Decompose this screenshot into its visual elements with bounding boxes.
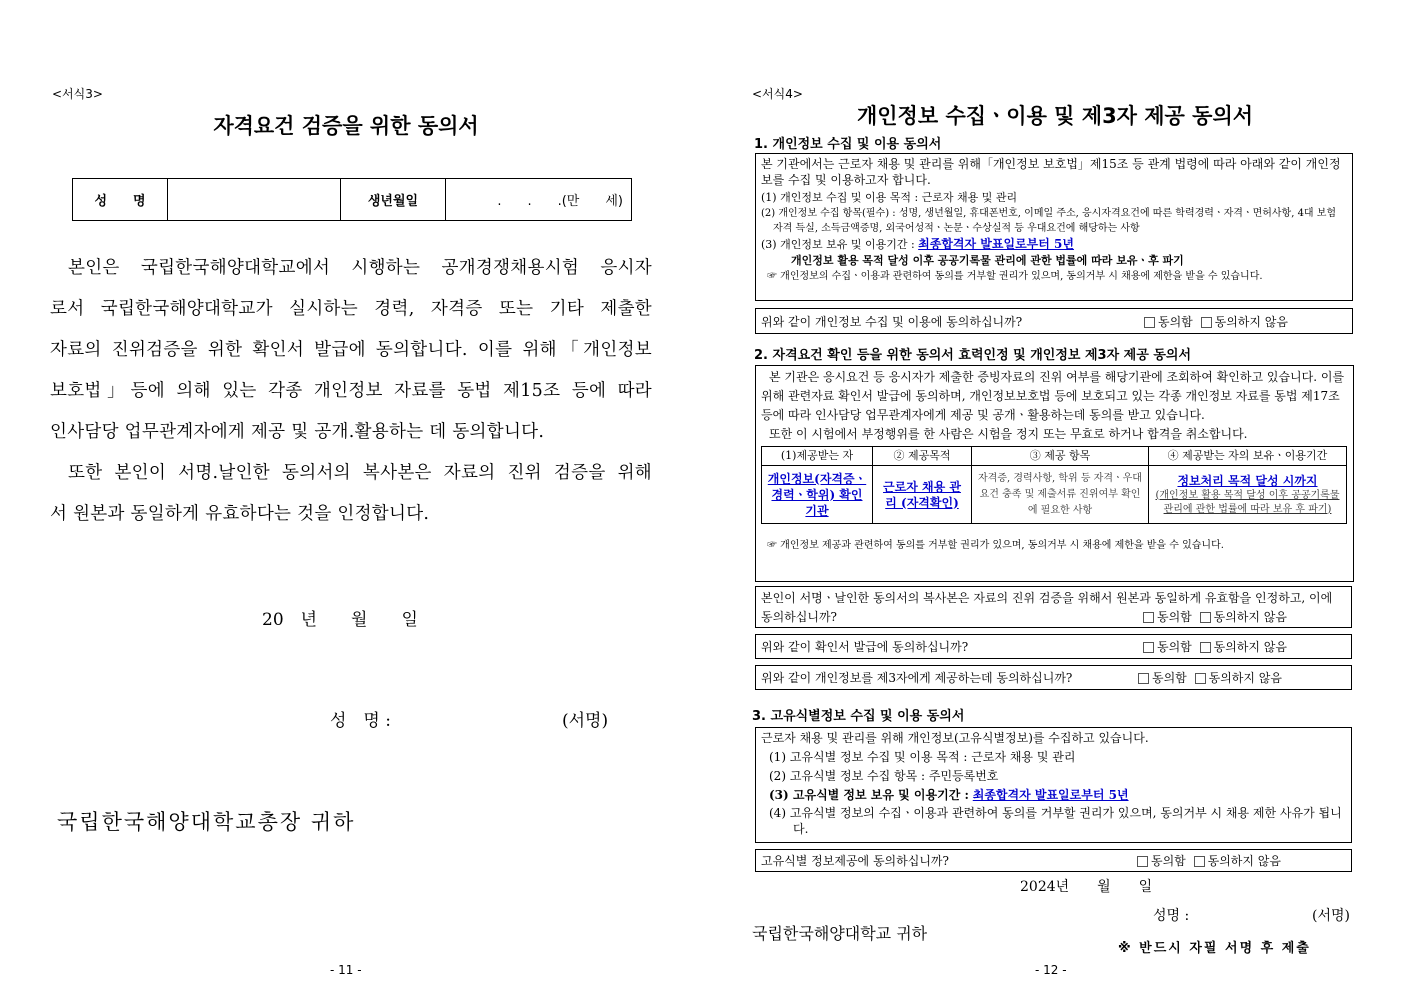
section2-question2: 위와 같이 확인서 발급에 동의하십니까? (761, 640, 969, 654)
date-line: 20 년 월 일 (262, 610, 418, 630)
date-line: 2024년 월 일 (1020, 879, 1153, 895)
section3-question: 고유식별 정보제공에 동의하십니까? (761, 854, 949, 868)
section3-item4: (4) 고유식별 정보의 수집ㆍ이용과 관련하여 동의를 거부할 권리가 있으며, 동의거부 시 채용 제한 사유가 됩니다. (769, 806, 1342, 836)
col-purpose: ② 제공목적 (873, 447, 972, 466)
section3-question-box (755, 849, 1352, 872)
addressee: 국립한국해양대학교총장 귀하 (57, 810, 356, 834)
page-number: - 11 - (330, 963, 362, 977)
sign-field[interactable] (1205, 905, 1305, 925)
birth-label: 생년월일 (341, 179, 446, 221)
page-number: - 12 - (1035, 963, 1067, 977)
agree-checkbox[interactable] (1143, 612, 1154, 623)
para2-line-1: 또한 본인이 서명.날인한 동의서의 복사본은 자료의 진위 검증을 위해 (68, 463, 652, 483)
cell-retention-main: 정보처리 목적 달성 시까지 (1177, 473, 1318, 488)
section2-question1-box (755, 586, 1352, 628)
section3-item1: (1) 고유식별 정보 수집 및 이용 목적 : 근로자 채용 및 관리 (769, 750, 1076, 764)
section1-box (755, 153, 1353, 301)
disagree-label: 동의하지 않음 (1213, 610, 1287, 624)
form-number: <서식4> (752, 87, 803, 101)
para1-line-4: 보호법」등에 의해 있는 각종 개인정보 자료를 동법 제15조 등에 따라 (50, 381, 652, 401)
agree-label: 동의함 (1152, 671, 1187, 685)
cell-purpose: 근로자 채용 관리 (자격확인) (873, 466, 972, 524)
section2-intro: 본 기관은 응시요건 등 응시자가 제출한 증빙자료의 진위 여부를 해당기관에 조회하여 확인하고 있습니다. 이를 위해 관련자료 확인서 발급에 동의하며, 개인정보보호법 등에 보호되고 있는 각종 개인정보 자료를 동법 제17조 등에 따라 인사담당 업무관계자에게 제공 및 공개ㆍ활용하는데 동의를 받고 있습니다. (761, 370, 1345, 422)
addressee: 국립한국해양대학교 귀하 (752, 924, 928, 943)
section1-item3-note: 개인정보 활용 목적 달성 이후 공공기록물 관리에 관한 법률에 따라 보유ㆍ후 파기 (791, 254, 1184, 267)
page-title: 개인정보 수집ㆍ이용 및 제3자 제공 동의서 (856, 104, 1254, 128)
section1-notice: ☞ 개인정보의 수집ㆍ이용과 관련하여 동의를 거부할 권리가 있으며, 동의거부 시 채용에 제한을 받을 수 있습니다. (767, 271, 1263, 282)
section1-item2: (2) 개인정보 수집 항목(필수) : 성명, 생년월일, 휴대폰번호, 이메일 주소, 응시자격요건에 따른 학력경력ㆍ자격ㆍ면허사항, 4대 보험 자격 득실, 소득금액증명, 외국어성적ㆍ논문ㆍ수상실적 등 우대요건에 해당하는 사항 (761, 208, 1337, 234)
disagree-checkbox[interactable] (1200, 642, 1211, 653)
agree-checkbox[interactable] (1144, 317, 1155, 328)
section1-question: 위와 같이 개인정보 수집 및 이용에 동의하십니까? (761, 315, 1023, 329)
disagree-label: 동의하지 않음 (1207, 854, 1281, 868)
col-items: ③ 제공 항목 (972, 447, 1149, 466)
para1-line-1: 본인은 국립한국해양대학교에서 시행하는 공개경쟁채용시험 응시자 (68, 258, 652, 278)
agree-checkbox[interactable] (1137, 856, 1148, 867)
section2-box (755, 365, 1354, 582)
disagree-checkbox[interactable] (1201, 317, 1212, 328)
disagree-checkbox[interactable] (1200, 612, 1211, 623)
sign-label: 성명 : (1153, 908, 1190, 924)
section2-question1: 본인이 서명ㆍ날인한 동의서의 복사본은 자료의 진위 검증을 위해서 원본과 동일하게 유효함을 인정하고, 이에 동의하십니까? (761, 591, 1333, 624)
disagree-label: 동의하지 않음 (1208, 671, 1282, 685)
agree-checkbox[interactable] (1143, 642, 1154, 653)
disagree-checkbox[interactable] (1195, 673, 1206, 684)
section2-warning: 또한 이 시험에서 부정행위를 한 사람은 시험을 정지 또는 무효로 하거나 합격을 취소합니다. (769, 427, 1248, 441)
agree-label: 동의함 (1157, 640, 1192, 654)
section3-heading: 3. 고유식별정보 수집 및 이용 동의서 (752, 709, 965, 724)
section1-item1: (1) 개인정보 수집 및 이용 목적 : 근로자 채용 및 관리 (761, 191, 1018, 204)
section1-retention-period: 최종합격자 발표일로부터 5년 (918, 237, 1074, 251)
section2-question2-box (755, 634, 1352, 659)
col-retention: ④ 제공받는 자의 보유ㆍ이용기간 (1149, 447, 1347, 466)
cell-items: 자격증, 경력사항, 학위 등 자격ㆍ우대요건 충족 및 제출서류 진위여부 확인에 필요한 사항 (972, 466, 1149, 524)
section3-intro: 근로자 채용 및 관리를 위해 개인정보(고유식별정보)를 수집하고 있습니다. (761, 731, 1149, 745)
section3-item2: (2) 고유식별 정보 수집 항목 : 주민등록번호 (769, 769, 999, 783)
name-field[interactable] (168, 179, 341, 221)
section1-heading: 1. 개인정보 수집 및 이용 동의서 (754, 137, 942, 152)
section2-question3: 위와 같이 개인정보를 제3자에게 제공하는데 동의하십니까? (761, 671, 1073, 685)
section3-box (755, 727, 1352, 843)
sign-label: 성 명 : (330, 711, 391, 731)
cell-retention-note: (개인정보 활용 목적 달성 이후 공공기록물 관리에 관한 법률에 따라 보유 후 파기) (1155, 489, 1340, 515)
section2-question3-box (755, 665, 1352, 690)
section1-intro: 본 기관에서는 근로자 채용 및 관리를 위해「개인정보 보호법」제15조 등 관계 법령에 따라 아래와 같이 개인정보를 수집 및 이용하고자 합니다. (761, 157, 1341, 187)
cell-recipient: 개인정보(자격증ㆍ경력ㆍ학위) 확인기관 (762, 466, 873, 524)
para2-line-2: 서 원본과 동일하게 유효하다는 것을 인정합니다. (50, 504, 430, 524)
section2-notice: ☞ 개인정보 제공과 관련하여 동의를 거부할 권리가 있으며, 동의거부 시 채용에 제한을 받을 수 있습니다. (767, 540, 1224, 551)
para1-line-5: 인사담당 업무관계자에게 제공 및 공개.활용하는 데 동의합니다. (50, 422, 545, 442)
disagree-checkbox[interactable] (1194, 856, 1205, 867)
birth-field[interactable]: . . .(만 세) (446, 179, 632, 221)
sign-field[interactable] (400, 706, 550, 728)
disagree-label: 동의하지 않음 (1213, 640, 1287, 654)
sign-mark: (서명) (562, 711, 609, 731)
section3-retention-period: 최종합격자 발표일로부터 5년 (972, 788, 1129, 802)
footer-note: ※ 반드시 자필 서명 후 제출 (1118, 941, 1311, 956)
para1-line-3: 자료의 진위검증을 위한 확인서 발급에 동의합니다. 이를 위해「개인정보 (50, 340, 652, 360)
agree-label: 동의함 (1151, 854, 1186, 868)
name-label: 성 명 (73, 179, 168, 221)
agree-label: 동의함 (1158, 315, 1193, 329)
info-table (72, 178, 632, 221)
para1-line-2: 로서 국립한국해양대학교가 실시하는 경력, 자격증 또는 기타 제출한 (50, 299, 652, 319)
provision-table (761, 446, 1347, 524)
section1-item3-label: (3) 개인정보 보유 및 이용기간 : (761, 238, 915, 251)
col-recipient: (1)제공받는 자 (762, 447, 873, 466)
sign-mark: (서명) (1312, 908, 1350, 924)
section3-item3-label: (3) 고유식별 정보 보유 및 이용기간 : (769, 788, 969, 802)
form-number: <서식3> (52, 87, 103, 101)
consent-paragraph-1 (50, 248, 652, 535)
disagree-label: 동의하지 않음 (1214, 315, 1288, 329)
agree-label: 동의함 (1157, 610, 1192, 624)
section1-question-box (755, 308, 1353, 334)
agree-checkbox[interactable] (1138, 673, 1149, 684)
section2-heading: 2. 자격요건 확인 등을 위한 동의서 효력인정 및 개인정보 제3자 제공 동의서 (754, 348, 1191, 363)
page-title: 자격요건 검증을 위한 동의서 (213, 114, 479, 138)
